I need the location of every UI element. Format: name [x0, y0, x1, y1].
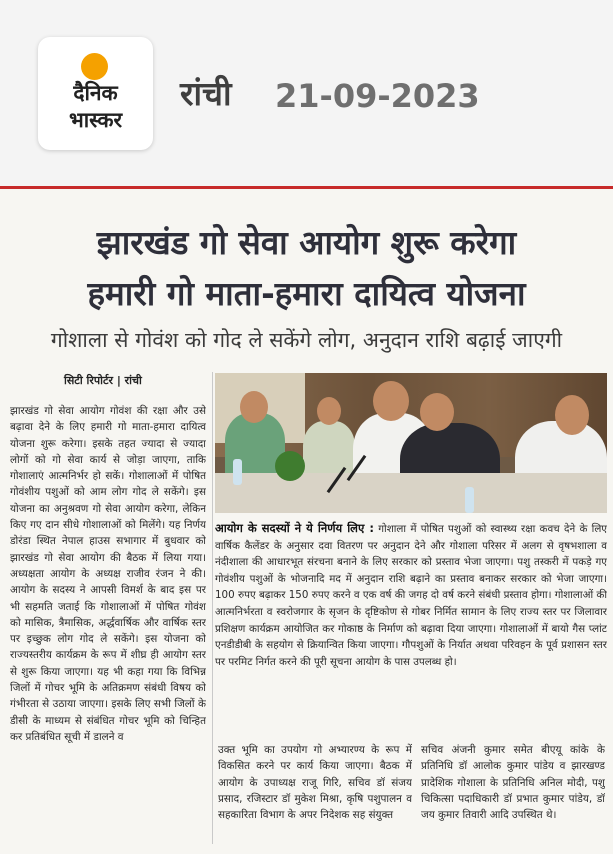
- article-column-1: झारखंड गो सेवा आयोग गोवंश की रक्षा और उसे बढ़ावा देने के लिए हमारी गो माता-हमारा दायित्व योजना शुरू करेगा। इसके तहत ज्यादा से ज्यादा लोगों को गो सेवा कार्य से जोड़ा जाएगा, ताकि गोशालाएं आत्मनिर्भर हो सकें। गोशालाओं में पोषित गोवंशीय पशुओं को आम लोग गोद ले सकेंगे। इस योजना का अनुश्रवण गो सेवा आयोग करेगा, लेकिन किए गए दान सीधे गोशालाओं को मिलेंगे। यह निर्णय डोरंडा स्थित नेपाल हाउस सभागार में बुधवार को झारखंड गो सेवा आयोग की बैठक में लिया गया। अध्यक्षता आयोग के अध्यक्ष राजीव रंजन ने की। आयोग के सदस्य ने आपसी विमर्श के बाद इस पर भी सहमति जताई कि गोशालाओं में पोषित गोवंश को मासिक, त्रैमासिक, अर्द्धवार्षिक और वार्षिक स्तर पर इच्छुक लोग गोद ले सकेंगे। इस योजना को राज्यस्तरीय कार्यक्रम के रूप में शीघ्र ही आयोग स्तर से शुरू किया जाएगा। यह भी कहा गया कि विभिन्न जिलों में गोचर भूमि के अतिक्रमण संबंधी विषय को गंभीरता से उठाया जाएगा। इसके लिए सभी जिलों के डीसी के माध्यम से संबंधित गोचर भूमि को चिन्हित कर प्रतिबंधित सूची में डालने व: [10, 405, 206, 743]
- headline-line1: झारखंड गो सेवा आयोग शुरू करेगा: [96, 223, 517, 262]
- article-column-2: उक्त भूमि का उपयोग गो अभ्यारण्य के रूप में विकसित करने पर कार्य किया जाएगा। बैठक में आयोग के उपाध्यक्ष राजू गिरि, सचिव डॉ संजय प्रसाद, रजिस्टार डॉ मुकेश मिश्रा, कृषि पशुपालन व सहकारिता विभाग के अपर निदेशक सह संयुक्त: [218, 744, 412, 822]
- logo-text-line1: दैनिक: [73, 81, 118, 105]
- person-5-head: [555, 395, 589, 435]
- logo-text-line2: भास्कर: [68, 108, 123, 132]
- decisions-heading: आयोग के सदस्यों ने ये निर्णय लिए :: [215, 521, 374, 535]
- person-3-head: [373, 381, 409, 421]
- meeting-photo: [215, 373, 607, 513]
- person-2-head: [317, 397, 341, 425]
- sun-icon: [81, 53, 108, 80]
- article-column-3: सचिव अंजनी कुमार समेत बीएयू कांके के प्रतिनिधि डॉ आलोक कुमार पांडेय व झारखण्ड प्रादेशिक गोशाला के प्रतिनिधि अनिल मोदी, पशु चिकित्सा पदाधिकारी डॉ प्रभात कुमार पांडेय, डॉ जय कुमार तिवारी आदि उपस्थित थे।: [421, 744, 605, 822]
- edition-date: 21-09-2023: [275, 77, 480, 115]
- masthead: [0, 0, 613, 186]
- subheadline: गोशाला से गोवंश को गोद ले सकेंगे लोग, अनुदान राशि बढ़ाई जाएगी: [50, 328, 563, 352]
- water-bottle: [465, 487, 474, 513]
- dainik-bhaskar-logo: [38, 37, 153, 150]
- edition-city: रांची: [180, 74, 232, 113]
- person-4-head: [420, 393, 454, 431]
- column-divider: [212, 372, 213, 844]
- decisions-body: गोशाला में पोषित पशुओं को स्वास्थ्य रक्षा कवच देने के लिए वार्षिक कैलेंडर के अनुसार दवा वितरण पर अनुदान देने और गोशाला परिसर में अलग से वृषभशाला व नंदीशाला की आधारभूत संरचना बनाने के लिए सरकार को प्रस्ताव भेजा जाएगा। पशु तस्करी में पकड़े गए गोवंशीय पशुओं के भोजनादि मद में अनुदान राशि बढ़ाने का प्रस्ताव बनाकर सरकार को भेजा जाएगा। 100 रुपए बढ़ाकर 150 रुपए करने व एक वर्ष की जगह दो वर्ष करने संबंधी प्रस्ताव होगा। गोशालाओं की आत्मनिर्भरता व स्वरोजगार के सृजन के दृष्टिकोण से गोबर निर्मित सामान के लिए राज्य स्तर पर जिलावार प्रशिक्षण कार्यक्रम आयोजित कर गोकाष्ठ के निर्माण को बढ़ावा दिया जाएगा। गोशालाओं में बायो गैस प्लांट एनडीडीबी के सहयोग से क्रियान्वित किया जाएगा। गौपशुओं के निर्यात अथवा परिवहन के पूर्व प्रशासन स्तर पर परमिट निर्गत करने की पूरी सूचना आयोग के पास उपलब्ध हो।: [215, 523, 607, 668]
- person-1-head: [240, 391, 268, 423]
- headline-line2: हमारी गो माता-हमारा दायित्व योजना: [87, 274, 526, 313]
- photo-table: [215, 473, 607, 513]
- byline: सिटी रिपोर्टर | रांची: [64, 374, 142, 387]
- decisions-box: [215, 520, 607, 732]
- plant-decoration: [275, 451, 305, 481]
- water-bottle: [233, 459, 242, 485]
